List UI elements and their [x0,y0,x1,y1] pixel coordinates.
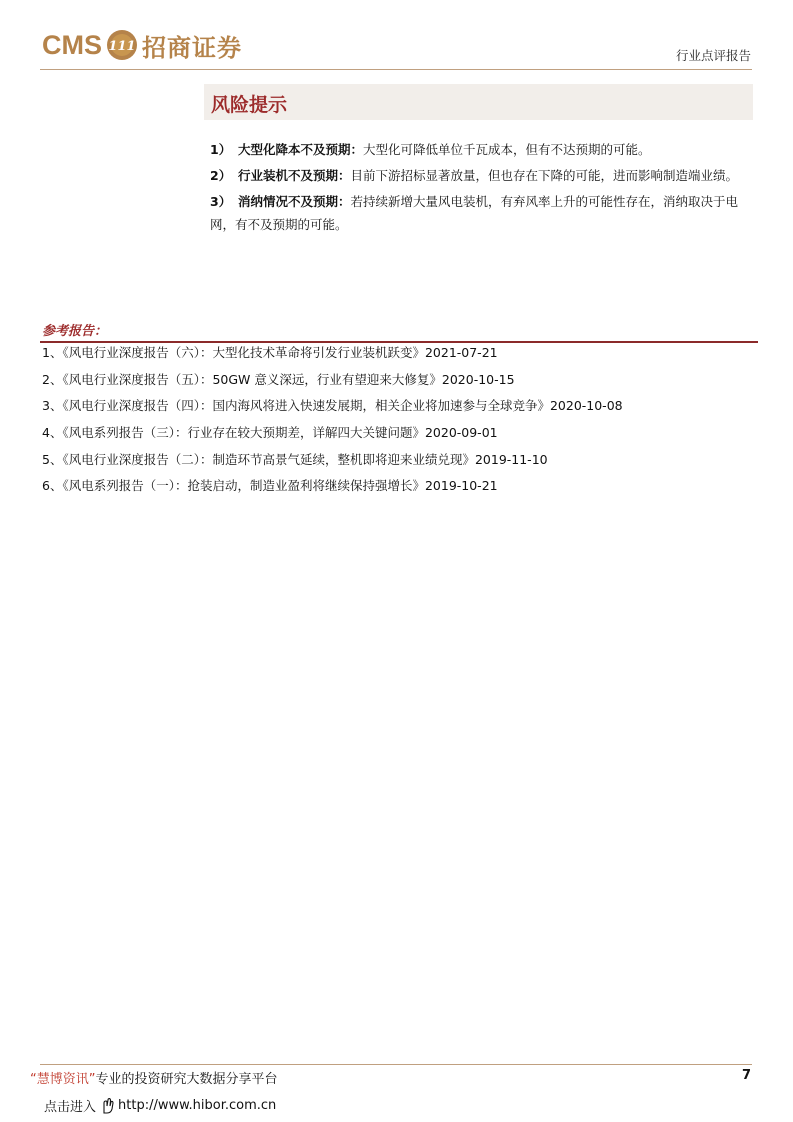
reference-item: 1、《风电行业深度报告（六）：大型化技术革命将引发行业装机跃变》2021-07-21 [42,345,498,360]
footer-link-prefix: 点击进入 [44,1100,97,1115]
footer-divider [40,1064,752,1065]
footer-slogan-text: 专业的投资研究大数据分享平台 [95,1072,278,1087]
references-list [42,344,623,504]
risk-item-label: 行业装机不及预期： [238,168,351,183]
footer-slogan [30,1068,278,1087]
logo-cn-text: 招商证券 [142,32,242,62]
footer-brand: “慧博资讯” [30,1072,96,1087]
risk-item [210,164,752,187]
risk-list [210,138,752,239]
risk-title: 风险提示 [211,94,288,116]
risk-item-number: 2） [210,168,232,183]
reference-item: 2、《风电行业深度报告（五）：50GW 意义深远，行业有望迎来大修复》2020-10-15 [42,371,515,387]
risk-item-text: 目前下游招标显著放量，但也存在下降的可能，进而影响制造端业绩。 [350,168,739,183]
company-logo [42,27,242,63]
reference-item: 4、《风电系列报告（三）：行业存在较大预期差，详解四大关键问题》2020-09-01 [42,425,498,441]
risk-item-label: 大型化降本不及预期： [238,142,364,157]
hand-pointer-icon [98,1097,116,1115]
reference-item: 5、《风电行业深度报告（二）：制造环节高景气延续，整机即将迎来业绩兑现》2019-11-10 [42,451,548,467]
header-divider [40,69,752,70]
logo-cms-text: CMS [42,29,102,60]
footer-url[interactable]: http://www.hibor.com.cn [118,1098,277,1113]
reference-item: 6、《风电系列报告（一）：抢装启动，制造业盈利将继续保持强增长》2019-10-21 [42,478,498,494]
logo-emblem-icon [106,29,138,61]
svg-text:111: 111 [108,39,136,54]
page-number: 7 [741,1068,751,1083]
risk-item-number: 1） [210,142,232,157]
report-category: 行业点评报告 [675,48,751,63]
risk-item-label: 消纳情况不及预期： [238,194,351,209]
reference-item: 3、《风电行业深度报告（四）：国内海风将进入快速发展期，相关企业将加速参与全球竞争》2020-10-08 [42,398,623,414]
risk-item-text: 大型化可降低单位千瓦成本，但有不达预期的可能。 [363,142,651,157]
risk-item-text: 若持续新增大量风电装机，有弃风率上升的可能性存在，消纳取决于电网，有不及预期的可能。 [210,194,739,232]
risk-item [210,190,752,236]
references-divider [40,341,758,343]
risk-section-header [204,84,753,120]
references-title: 参考报告： [42,324,108,339]
footer-link-row[interactable] [44,1096,276,1115]
risk-item-number: 3） [210,194,232,209]
risk-item [210,138,752,161]
